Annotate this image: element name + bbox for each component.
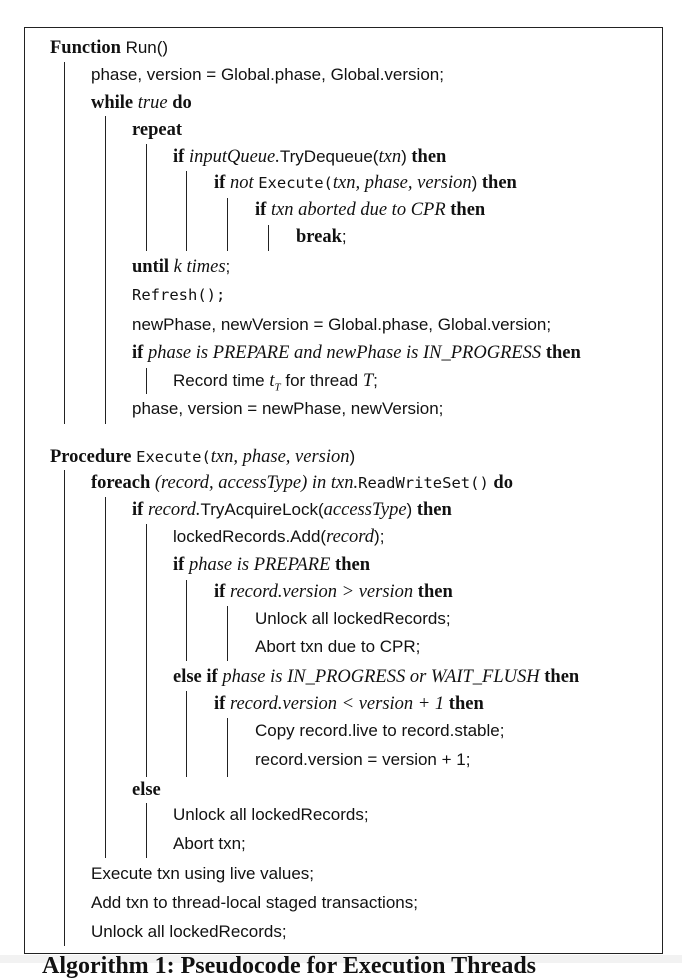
identifier: txn — [378, 147, 402, 167]
assign-line: phase, version = newPhase, newVersion; — [132, 399, 444, 418]
algorithm-caption: Algorithm 1: Pseudocode for Execution Threads — [42, 953, 537, 979]
text: Record time — [173, 371, 270, 390]
indent-guide — [146, 803, 147, 858]
arg: record — [326, 527, 375, 547]
keyword: else if — [173, 667, 218, 687]
keyword: break — [296, 227, 342, 247]
abort-txn-line: Abort txn; — [173, 834, 246, 853]
keyword: then — [545, 343, 581, 363]
indent-guide — [146, 368, 147, 394]
if-lock-line — [132, 499, 452, 521]
procedure-header — [50, 446, 355, 468]
newphase-line: newPhase, newVersion = Global.phase, Global.version; — [132, 315, 552, 334]
repeat-line: repeat — [132, 120, 182, 140]
unlock-line: Unlock all lockedRecords; — [173, 805, 369, 824]
locked-add-line — [173, 526, 384, 548]
if-version-gt-line — [214, 581, 453, 603]
arg: accessType — [323, 500, 407, 520]
paren: ) — [349, 447, 356, 466]
text: lockedRecords.Add( — [173, 527, 327, 546]
keyword: then — [411, 147, 447, 167]
var: T — [362, 371, 374, 391]
keyword: foreach — [91, 473, 151, 493]
abort-cpr-line: Abort txn due to CPR; — [255, 637, 421, 656]
semicolon: ; — [341, 227, 347, 246]
keyword: not — [229, 173, 254, 193]
args: txn, phase, version — [210, 447, 350, 467]
break-line — [296, 226, 347, 248]
paren: ) — [471, 173, 478, 192]
record-time-line — [173, 370, 378, 392]
if-phase-prepare-line — [173, 554, 370, 576]
keyword: if — [214, 694, 226, 714]
keyword: if — [214, 173, 226, 193]
method: Execute( — [258, 174, 333, 192]
semicolon: ; — [225, 257, 231, 276]
indent-guide — [64, 62, 65, 424]
condition: k times — [173, 257, 226, 277]
paren: ) — [401, 147, 407, 166]
indent-guide — [146, 144, 147, 251]
keyword: while — [91, 93, 134, 113]
while-line — [91, 92, 192, 114]
keyword: if — [173, 147, 185, 167]
indent-guide — [227, 606, 228, 661]
refresh-line: Refresh(); — [132, 286, 226, 304]
keyword: if — [214, 582, 226, 602]
identifier: inputQueue. — [188, 147, 280, 167]
vars: (record, accessType) in txn. — [154, 473, 359, 493]
paren: ) — [406, 500, 413, 519]
condition: record.version < version + 1 — [229, 694, 445, 714]
condition: txn aborted due to CPR — [270, 200, 446, 220]
keyword: then — [448, 694, 484, 714]
if-aborted-line — [255, 199, 485, 221]
keyword: then — [481, 173, 517, 193]
keyword: then — [417, 582, 453, 602]
method: TryDequeue( — [279, 147, 379, 166]
indent-guide — [227, 198, 228, 251]
indent-guide — [186, 691, 187, 777]
var: t — [269, 371, 275, 391]
if-version-lt-line — [214, 693, 484, 715]
indent-guide — [227, 718, 228, 777]
keyword: do — [493, 473, 513, 493]
indent-guide — [105, 497, 106, 858]
text: ); — [374, 527, 385, 546]
method: ReadWriteSet() — [358, 474, 489, 492]
if-not-execute-line — [214, 172, 517, 194]
method: TryAcquireLock( — [200, 500, 324, 519]
keyword: Procedure — [50, 447, 132, 467]
unlock-final-line: Unlock all lockedRecords; — [91, 922, 287, 941]
keyword: then — [416, 500, 452, 520]
else-line: else — [132, 780, 161, 800]
code-line: phase, version = Global.phase, Global.version; — [91, 65, 444, 84]
keyword: if — [132, 343, 144, 363]
condition: phase is IN_PROGRESS or WAIT_FLUSH — [222, 667, 540, 687]
indent-guide — [64, 470, 65, 946]
keyword: until — [132, 257, 170, 277]
indent-guide — [268, 225, 269, 251]
keyword: then — [450, 200, 486, 220]
args: txn, phase, version — [332, 173, 472, 193]
keyword: then — [544, 667, 580, 687]
until-line — [132, 256, 230, 278]
exec-live-line: Execute txn using live values; — [91, 864, 315, 883]
if-prepare-line — [132, 342, 581, 364]
indent-guide — [186, 171, 187, 251]
keyword: Function — [50, 38, 121, 58]
condition: true — [137, 93, 168, 113]
keyword: if — [132, 500, 144, 520]
indent-guide — [186, 580, 187, 661]
add-staged-line: Add txn to thread-local staged transactions; — [91, 893, 418, 912]
condition: phase is PREPARE and newPhase is IN_PROGRESS — [147, 343, 542, 363]
text: for thread — [280, 371, 363, 390]
indent-guide — [146, 524, 147, 777]
keyword: then — [335, 555, 370, 575]
foreach-line — [91, 472, 513, 494]
keyword: if — [173, 555, 185, 575]
indent-guide — [105, 116, 106, 424]
keyword: if — [255, 200, 267, 220]
unlock-line: Unlock all lockedRecords; — [255, 609, 451, 628]
identifier: record. — [147, 500, 201, 520]
semicolon: ; — [373, 371, 378, 390]
copy-line: Copy record.live to record.stable; — [255, 721, 505, 740]
else-if-line — [173, 666, 579, 688]
keyword: do — [172, 93, 192, 113]
function-name: Run() — [125, 38, 169, 57]
if-dequeue-line — [173, 146, 446, 168]
condition: record.version > version — [229, 582, 414, 602]
procedure-name: Execute( — [136, 448, 211, 466]
function-header — [50, 37, 168, 59]
set-version-line: record.version = version + 1; — [255, 750, 471, 769]
subscript: T — [274, 381, 281, 394]
condition: phase is PREPARE — [188, 555, 331, 575]
